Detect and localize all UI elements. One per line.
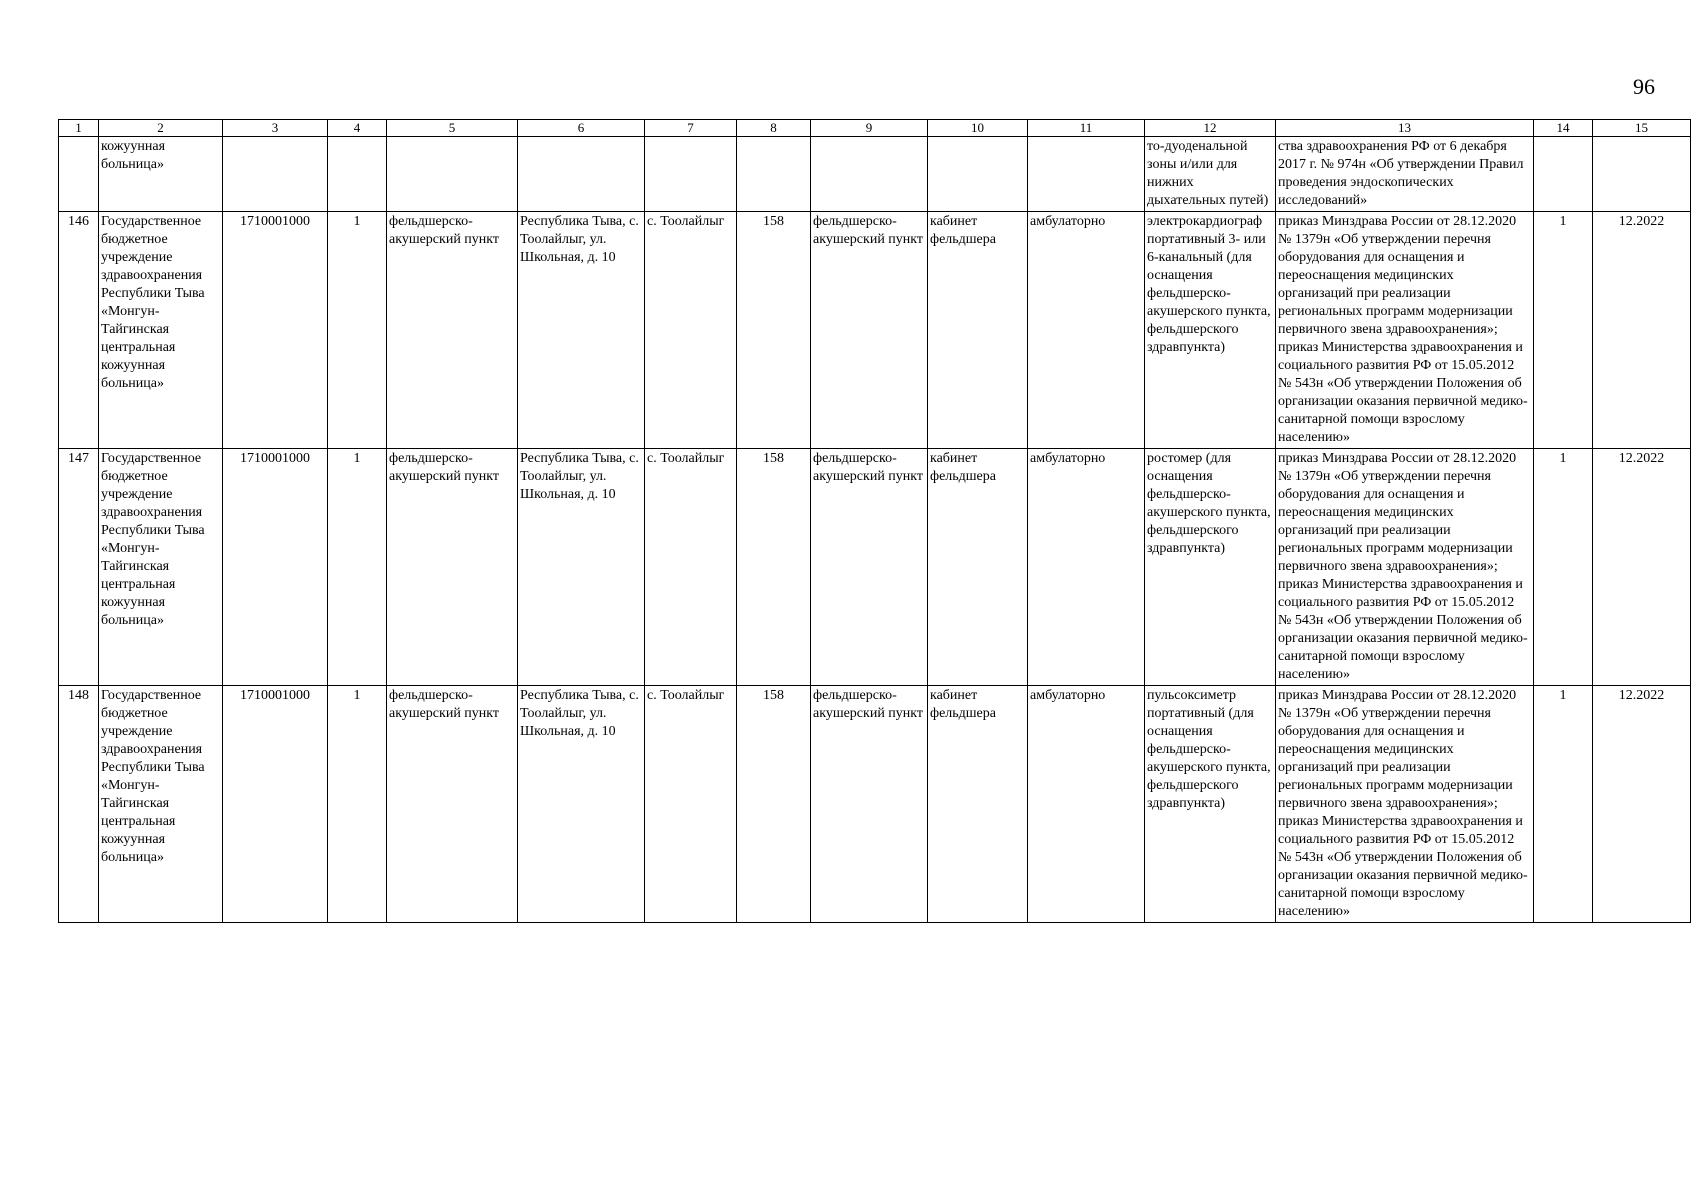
column-header: 1 [59, 120, 99, 137]
equipment-cell: ростомер (для оснащения фельдшерско-акушерского пункта, фельдшерского здравпункта) [1145, 449, 1276, 686]
column-header: 7 [645, 120, 737, 137]
row-number-cell: 146 [59, 212, 99, 449]
table-cell [223, 137, 328, 212]
division-cell: фельдшерско-акушерский пункт [811, 212, 928, 449]
table-cell [518, 137, 645, 212]
column-header: 9 [811, 120, 928, 137]
code-cell: 1710001000 [223, 212, 328, 449]
table-cell [737, 137, 811, 212]
table-cell [645, 137, 737, 212]
locality-cell: с. Тоолайлыг [645, 212, 737, 449]
division-cell: фельдшерско-акушерский пункт [811, 686, 928, 923]
unit-type-cell: фельдшерско-акушерский пункт [387, 449, 518, 686]
room-cell: кабинет фельдшера [928, 212, 1028, 449]
room-cell: кабинет фельдшера [928, 686, 1028, 923]
address-cell: Республика Тыва, с. Тоолайлыг, ул. Школьная, д. 10 [518, 686, 645, 923]
code-8-cell: 158 [737, 449, 811, 686]
table-cell: кожуунная больница» [99, 137, 223, 212]
locality-cell: с. Тоолайлыг [645, 449, 737, 686]
count-cell: 1 [328, 449, 387, 686]
unit-type-cell: фельдшерско-акушерский пункт [387, 686, 518, 923]
organization-cell: Государственное бюджетное учреждение здравоохранения Республики Тыва «Монгун-Тайгинская центральная кожуунная больница» [99, 686, 223, 923]
regulation-cell: приказ Минздрава России от 28.12.2020 № 1379н «Об утверждении перечня оборудования для оснащения и переоснащения медицинских организаций при реализации региональных программ модернизации первичного звена здравоохранения»; приказ Министерства здравоохранения и социального развития РФ от 15.05.2012 № 543н «Об утверждении Положения об организации оказания первичной медико-санитарной помощи взрослому населению» [1276, 212, 1534, 449]
quantity-cell: 1 [1534, 686, 1593, 923]
page-number: 96 [1633, 74, 1655, 99]
room-cell: кабинет фельдшера [928, 449, 1028, 686]
equipment-cell: электрокардиограф портативный 3- или 6-канальный (для оснащения фельдшерско-акушерского пункта, фельдшерского здравпункта) [1145, 212, 1276, 449]
table-header-row [59, 120, 1691, 137]
division-cell: фельдшерско-акушерский пункт [811, 449, 928, 686]
care-condition-cell: амбулаторно [1028, 686, 1145, 923]
table-cell [328, 137, 387, 212]
care-condition-cell: амбулаторно [1028, 212, 1145, 449]
code-8-cell: 158 [737, 686, 811, 923]
column-header: 12 [1145, 120, 1276, 137]
continuation-row [59, 137, 1691, 212]
date-cell: 12.2022 [1593, 686, 1691, 923]
address-cell: Республика Тыва, с. Тоолайлыг, ул. Школьная, д. 10 [518, 212, 645, 449]
column-header: 13 [1276, 120, 1534, 137]
column-header: 8 [737, 120, 811, 137]
table-cell [811, 137, 928, 212]
table-cell [387, 137, 518, 212]
equipment-cell: пульсоксиметр портативный (для оснащения фельдшерско-акушерского пункта, фельдшерского здравпункта) [1145, 686, 1276, 923]
table-row [59, 449, 1691, 686]
equipment-table [58, 119, 1691, 923]
table-cell [1028, 137, 1145, 212]
table-cell [59, 137, 99, 212]
column-header: 15 [1593, 120, 1691, 137]
table-cell [928, 137, 1028, 212]
table-cell: ства здравоохранения РФ от 6 декабря 2017 г. № 974н «Об утверждении Правил проведения эндоскопических исследований» [1276, 137, 1534, 212]
quantity-cell: 1 [1534, 212, 1593, 449]
column-header: 11 [1028, 120, 1145, 137]
organization-cell: Государственное бюджетное учреждение здравоохранения Республики Тыва «Монгун-Тайгинская центральная кожуунная больница» [99, 449, 223, 686]
count-cell: 1 [328, 686, 387, 923]
table-cell [1593, 137, 1691, 212]
code-8-cell: 158 [737, 212, 811, 449]
column-header: 3 [223, 120, 328, 137]
unit-type-cell: фельдшерско-акушерский пункт [387, 212, 518, 449]
quantity-cell: 1 [1534, 449, 1593, 686]
column-header: 2 [99, 120, 223, 137]
column-header: 5 [387, 120, 518, 137]
locality-cell: с. Тоолайлыг [645, 686, 737, 923]
count-cell: 1 [328, 212, 387, 449]
row-number-cell: 147 [59, 449, 99, 686]
table-row [59, 686, 1691, 923]
row-number-cell: 148 [59, 686, 99, 923]
regulation-cell: приказ Минздрава России от 28.12.2020 № 1379н «Об утверждении перечня оборудования для оснащения и переоснащения медицинских организаций при реализации региональных программ модернизации первичного звена здравоохранения»; приказ Министерства здравоохранения и социального развития РФ от 15.05.2012 № 543н «Об утверждении Положения об организации оказания первичной медико-санитарной помощи взрослому населению» [1276, 449, 1534, 686]
column-header: 6 [518, 120, 645, 137]
date-cell: 12.2022 [1593, 212, 1691, 449]
regulation-cell: приказ Минздрава России от 28.12.2020 № 1379н «Об утверждении перечня оборудования для оснащения и переоснащения медицинских организаций при реализации региональных программ модернизации первичного звена здравоохранения»; приказ Министерства здравоохранения и социального развития РФ от 15.05.2012 № 543н «Об утверждении Положения об организации оказания первичной медико-санитарной помощи взрослому населению» [1276, 686, 1534, 923]
table-cell [1534, 137, 1593, 212]
table-row [59, 212, 1691, 449]
column-header: 10 [928, 120, 1028, 137]
address-cell: Республика Тыва, с. Тоолайлыг, ул. Школьная, д. 10 [518, 449, 645, 686]
organization-cell: Государственное бюджетное учреждение здравоохранения Республики Тыва «Монгун-Тайгинская центральная кожуунная больница» [99, 212, 223, 449]
column-header: 14 [1534, 120, 1593, 137]
table-cell: то-дуоденальной зоны и/или для нижних дыхательных путей) [1145, 137, 1276, 212]
code-cell: 1710001000 [223, 449, 328, 686]
column-header: 4 [328, 120, 387, 137]
care-condition-cell: амбулаторно [1028, 449, 1145, 686]
date-cell: 12.2022 [1593, 449, 1691, 686]
code-cell: 1710001000 [223, 686, 328, 923]
